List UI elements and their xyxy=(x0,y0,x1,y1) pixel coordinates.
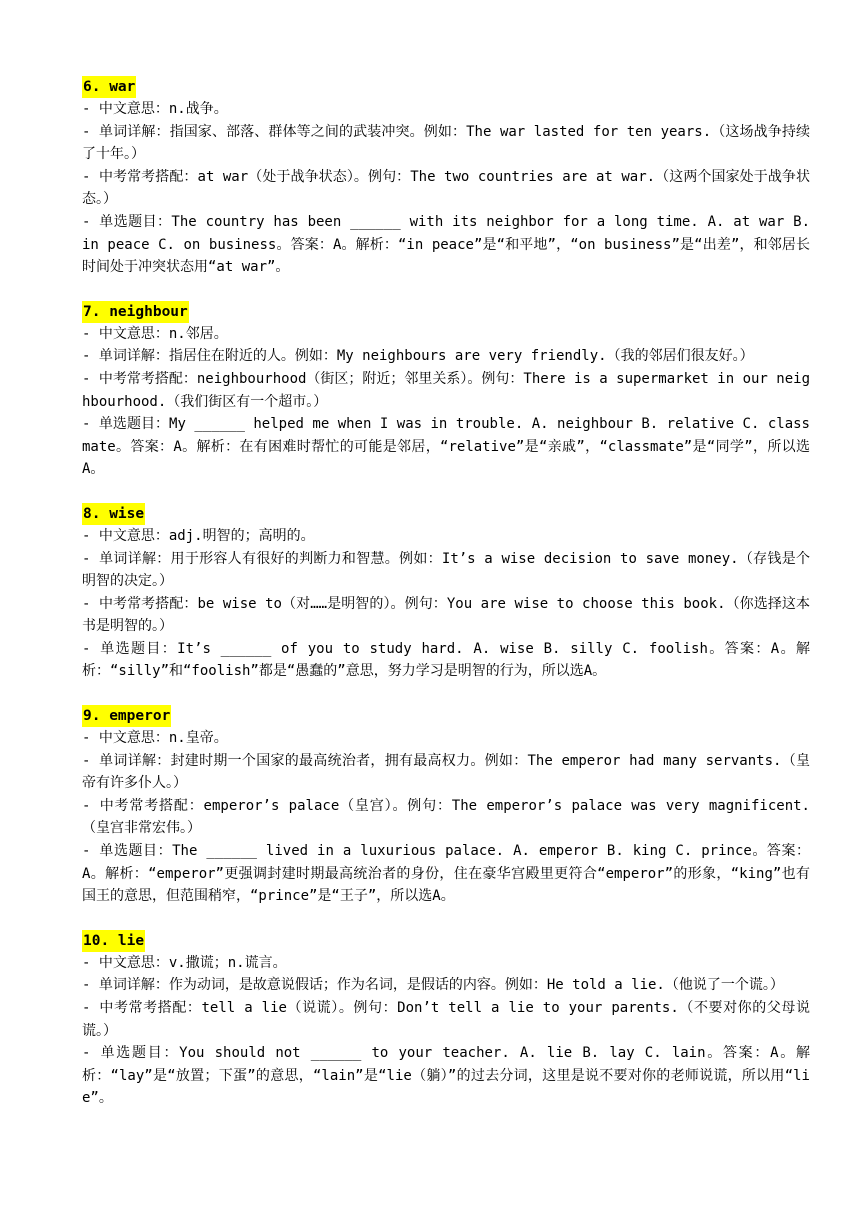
entry-heading: 10. lie xyxy=(82,930,145,952)
collocation-line: - 中考常考搭配：neighbourhood（街区；附近；邻里关系）。例句：There is a supermarket in our neighbourhood.（我们街区有一个超市。） xyxy=(82,370,811,410)
collocation-line: - 中考常考搭配：tell a lie（说谎）。例句：Don’t tell a lie to your parents.（不要对你的父母说谎。） xyxy=(82,1000,810,1039)
explanation-line: - 单词详解：指居住在附近的人。例如：My neighbours are very friendly.（我的邻居们很友好。） xyxy=(82,348,754,365)
quiz-line: - 单选题目：The country has been ______ with its neighbor for a long time. A. at war B. in peace C. on business。答案：A。解析：“in peace”是“和平地”，“on business”是“出差”，和邻居长时间处于冲突状态用“at war”。 xyxy=(82,213,810,276)
entry-heading: 9. emperor xyxy=(82,705,171,727)
collocation-line: - 中考常考搭配：at war（处于战争状态）。例句：The two countries are at war.（这两个国家处于战争状态。） xyxy=(82,168,810,208)
meaning-line: - 中文意思：n.邻居。 xyxy=(82,325,228,342)
entry-heading: 8. wise xyxy=(82,503,145,525)
explanation-line: - 单词详解：作为动词，是故意说假话；作为名词，是假话的内容。例如：He told a lie.（他说了一个谎。） xyxy=(82,977,784,994)
vocab-entry-wise xyxy=(82,503,810,683)
meaning-line: - 中文意思：n.皇帝。 xyxy=(82,730,228,747)
vocab-entry-lie xyxy=(82,930,810,1110)
vocab-entry-war xyxy=(82,76,810,279)
explanation-line: - 单词详解：指国家、部落、群体等之间的武装冲突。例如：The war lasted for ten years.（这场战争持续了十年。） xyxy=(82,123,810,163)
quiz-line: - 单选题目：My ______ helped me when I was in trouble. A. neighbour B. relative C. classmate。答案：A。解析：在有困难时帮忙的可能是邻居，“relative”是“亲戚”，“classmate”是“同学”，所以选A。 xyxy=(82,416,810,478)
explanation-line: - 单词详解：用于形容人有很好的判断力和智慧。例如：It’s a wise decision to save money.（存钱是个明智的决定。） xyxy=(82,550,810,590)
meaning-line: - 中文意思：adj.明智的；高明的。 xyxy=(82,527,315,544)
quiz-line: - 单选题目：You should not ______ to your teacher. A. lie B. lay C. lain。答案：A。解析：“lay”是“放置；下蛋”的意思，“lain”是“lie（躺）”的过去分词，这里是说不要对你的老师说谎，所以用“lie”。 xyxy=(82,1045,810,1107)
quiz-line: - 单选题目：The ______ lived in a luxurious palace. A. emperor B. king C. prince。答案：A。解析：“emperor”更强调封建时期最高统治者的身份，住在豪华宫殿里更符合“emperor”的形象，“king”也有国王的意思，但范围稍窄，“prince”是“王子”，所以选A。 xyxy=(82,843,810,905)
collocation-line: - 中考常考搭配：emperor’s palace（皇宫）。例句：The emperor’s palace was very magnificent.（皇宫非常宏伟。） xyxy=(82,797,810,837)
collocation-line: - 中考常考搭配：be wise to（对……是明智的）。例句：You are wise to choose this book.（你选择这本书是明智的。） xyxy=(82,595,810,635)
quiz-line: - 单选题目：It’s ______ of you to study hard. A. wise B. silly C. foolish。答案：A。解析：“silly”和“foolish”都是“愚蠢的”意思，努力学习是明智的行为，所以选A。 xyxy=(82,640,810,680)
entry-heading: 6. war xyxy=(82,76,136,98)
explanation-line: - 单词详解：封建时期一个国家的最高统治者，拥有最高权力。例如：The emperor had many servants.（皇帝有许多仆人。） xyxy=(82,752,810,792)
vocab-entry-emperor xyxy=(82,705,810,908)
entry-heading: 7. neighbour xyxy=(82,301,189,323)
meaning-line: - 中文意思：v.撒谎；n.谎言。 xyxy=(82,954,287,971)
meaning-line: - 中文意思：n.战争。 xyxy=(82,101,228,117)
vocab-entry-neighbour xyxy=(82,301,810,481)
